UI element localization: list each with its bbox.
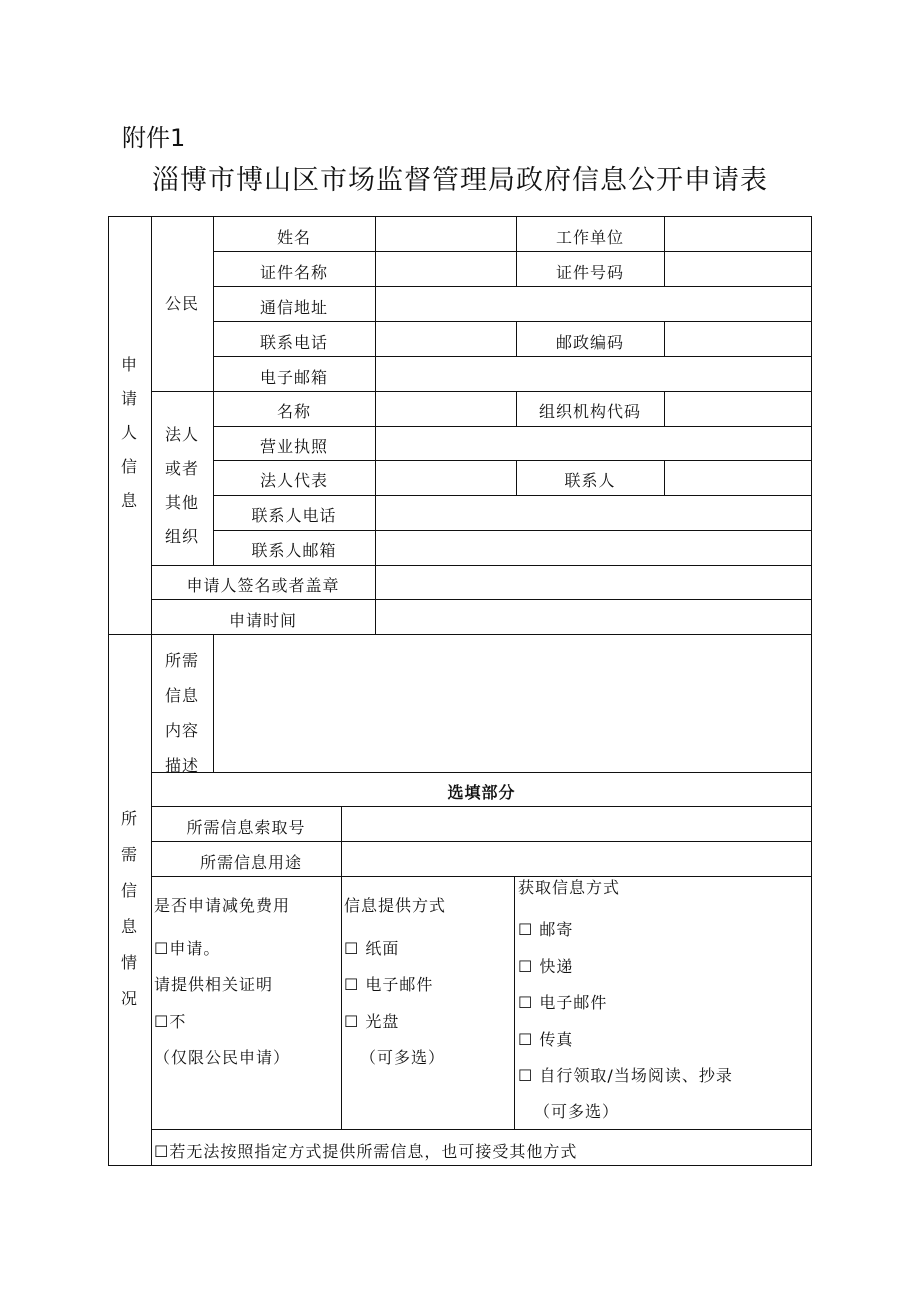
applicant-info-label: 申 请 人 信 息 xyxy=(120,355,138,510)
organization-label: 法人 或者 其他 组织 xyxy=(164,425,199,546)
org-code-label: 组织机构代码 xyxy=(538,402,641,421)
obtain-method-title: 获取信息方式 xyxy=(518,878,621,897)
info-description-label: 所需 信息 内容 描述 xyxy=(164,651,199,775)
required-info-label: 所 需 信 息 情 况 xyxy=(120,809,138,1008)
apply-time-label: 申请时间 xyxy=(228,611,297,630)
table-border-bottom xyxy=(108,1165,812,1166)
contact-phone-label: 联系人电话 xyxy=(251,506,337,525)
business-license-label: 营业执照 xyxy=(259,437,328,456)
fee-citizen-only-note: （仅限公民申请） xyxy=(154,1048,291,1067)
signature-label: 申请人签名或者盖章 xyxy=(186,576,340,595)
attachment-label: 附件1 xyxy=(122,124,186,152)
obtain-email-checkbox[interactable]: ☐ 电子邮件 xyxy=(518,993,608,1012)
fee-no-checkbox[interactable]: ☐不 xyxy=(154,1012,187,1031)
info-purpose-label: 所需信息用途 xyxy=(199,853,302,872)
provide-email-checkbox[interactable]: ☐ 电子邮件 xyxy=(344,975,434,994)
legal-rep-label: 法人代表 xyxy=(259,471,328,490)
provide-disc-checkbox[interactable]: ☐ 光盘 xyxy=(344,1012,400,1031)
name-label: 姓名 xyxy=(276,228,311,247)
provide-multi-note: （可多选） xyxy=(360,1048,446,1067)
postcode-label: 邮政编码 xyxy=(555,333,624,352)
accept-other-checkbox[interactable]: ☐若无法按照指定方式提供所需信息，也可接受其他方式 xyxy=(154,1142,578,1161)
work-unit-label: 工作单位 xyxy=(555,228,624,247)
contact-email-label: 联系人邮箱 xyxy=(251,541,337,560)
obtain-mail-checkbox[interactable]: ☐ 邮寄 xyxy=(518,920,574,939)
id-type-label: 证件名称 xyxy=(259,263,328,282)
form-title: 淄博市博山区市场监督管理局政府信息公开申请表 xyxy=(152,165,768,196)
email-label: 电子邮箱 xyxy=(259,368,328,387)
citizen-label: 公民 xyxy=(164,294,199,313)
index-number-label: 所需信息索取号 xyxy=(186,818,306,837)
provide-paper-checkbox[interactable]: ☐ 纸面 xyxy=(344,939,400,958)
table-border-right xyxy=(811,216,812,1166)
fee-proof-note: 请提供相关证明 xyxy=(154,975,274,994)
fee-reduction-title: 是否申请减免费用 xyxy=(154,896,291,915)
application-form-table xyxy=(108,216,812,1166)
phone-label: 联系电话 xyxy=(259,333,328,352)
optional-section-header: 选填部分 xyxy=(447,783,516,802)
id-number-label: 证件号码 xyxy=(555,263,624,282)
obtain-fax-checkbox[interactable]: ☐ 传真 xyxy=(518,1030,574,1049)
obtain-self-checkbox[interactable]: ☐ 自行领取/当场阅读、抄录 xyxy=(518,1066,733,1085)
obtain-multi-note: （可多选） xyxy=(534,1102,620,1121)
obtain-express-checkbox[interactable]: ☐ 快递 xyxy=(518,957,574,976)
contact-person-label: 联系人 xyxy=(564,471,616,490)
fee-apply-checkbox[interactable]: ☐申请。 xyxy=(154,939,221,958)
org-name-label: 名称 xyxy=(276,402,311,421)
provide-method-title: 信息提供方式 xyxy=(344,896,447,915)
address-label: 通信地址 xyxy=(259,298,328,317)
